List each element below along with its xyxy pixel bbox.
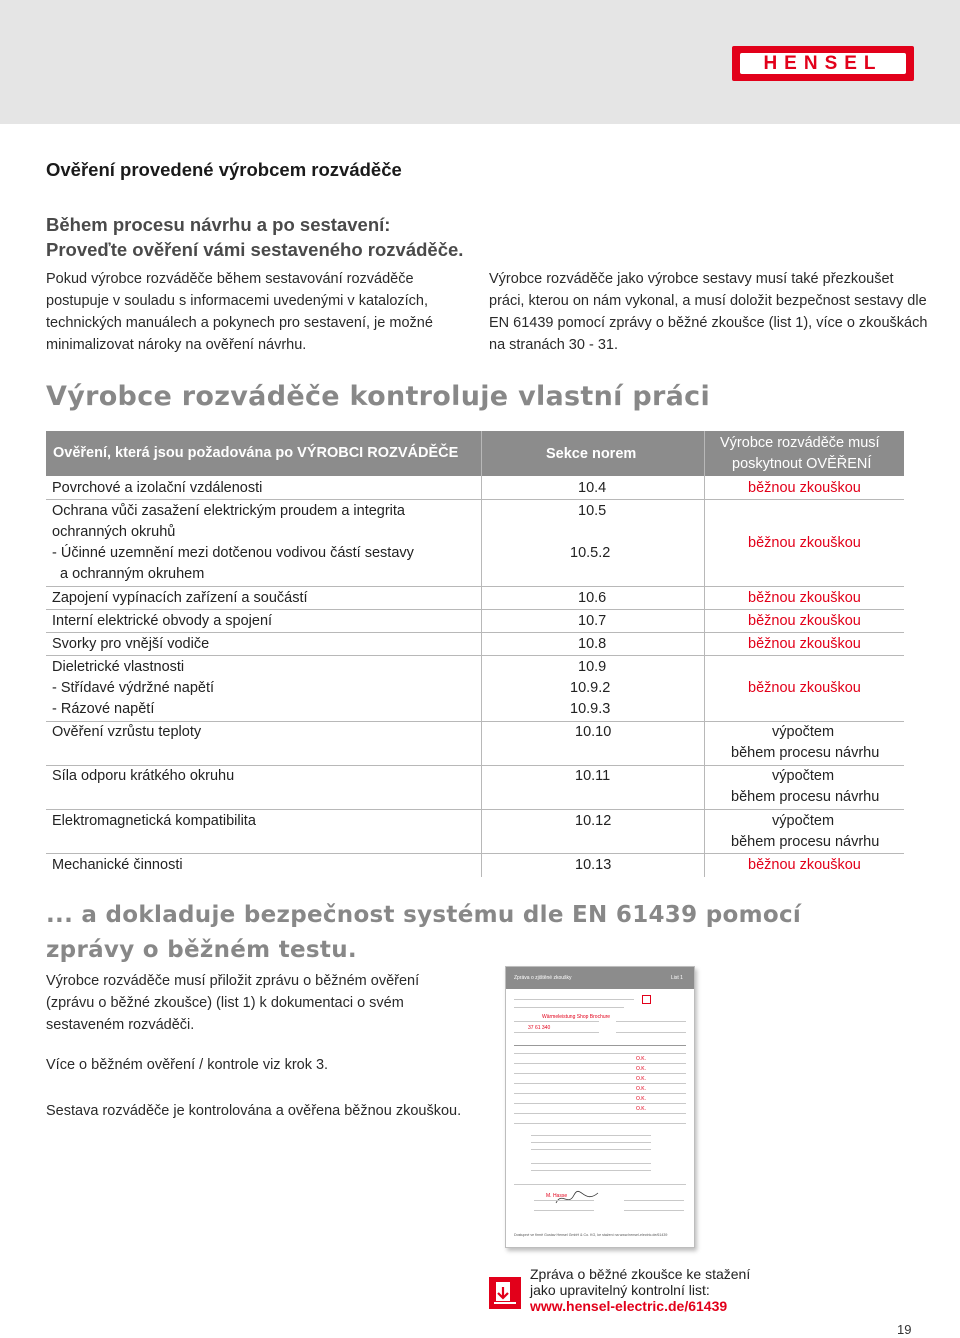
row-divider bbox=[46, 586, 904, 587]
row-label: Povrchové a izolační vzdálenosti bbox=[52, 480, 263, 496]
report-line bbox=[531, 1142, 651, 1143]
row-label: - Střídavé výdržné napětí bbox=[52, 680, 214, 696]
column-divider bbox=[704, 431, 705, 877]
intro-left-line: Pokud výrobce rozváděče během sestavování rozváděče bbox=[46, 271, 414, 287]
row-verify: výpočtem bbox=[772, 768, 835, 784]
row-label: Mechanické činnosti bbox=[52, 857, 183, 873]
report-line bbox=[514, 1184, 686, 1185]
report-line bbox=[531, 1170, 651, 1171]
header-col-section: Sekce norem bbox=[546, 446, 637, 462]
bottom-paragraph-summary: Sestava rozváděče je kontrolována a ověřena běžnou zkouškou. bbox=[46, 1103, 462, 1119]
row-section: 10.10 bbox=[575, 724, 612, 740]
row-verify: běžnou zkouškou bbox=[748, 480, 861, 496]
routine-test-report-thumbnail bbox=[505, 966, 695, 1248]
report-line bbox=[534, 1210, 594, 1211]
row-verify: běžnou zkouškou bbox=[748, 857, 861, 873]
report-footer: Dostupné ve firmě Gustav Hensel GmbH & Co. KG, ke stažení na www.hensel-electric.de/61439 bbox=[514, 1233, 668, 1237]
bottom-paragraph-line: (zprávu o běžné zkoušce) (list 1) k dokumentaci o svém bbox=[46, 995, 404, 1011]
header-col-provider-line2: poskytnout OVĚŘENÍ bbox=[732, 456, 872, 472]
row-divider bbox=[46, 632, 904, 633]
intro-left-line: technických manuálech a pokynech pro sestavení, je možné bbox=[46, 315, 433, 331]
row-label: Ověření vzrůstu teploty bbox=[52, 724, 202, 740]
download-text bbox=[530, 1266, 750, 1314]
report-ok: O.K. bbox=[636, 1066, 647, 1072]
intro-left-line: minimalizovat nároky na ověření návrhu. bbox=[46, 337, 307, 353]
row-section: 10.4 bbox=[578, 480, 607, 496]
report-line bbox=[616, 1032, 686, 1033]
header-col-provider-line1: Výrobce rozváděče musí bbox=[720, 435, 880, 451]
intro-right-line: práci, kterou on nám vykonal, a musí doložit bezpečnost sestavy dle bbox=[489, 293, 927, 309]
row-divider bbox=[46, 499, 904, 500]
intro-left-paragraph bbox=[46, 268, 433, 356]
download-arrow-icon bbox=[489, 1277, 521, 1309]
report-line bbox=[514, 1113, 686, 1114]
report-line bbox=[514, 1053, 686, 1054]
row-section: 10.9.3 bbox=[570, 701, 611, 717]
row-section: 10.12 bbox=[575, 813, 612, 829]
row-section: 10.6 bbox=[578, 590, 607, 606]
report-line bbox=[514, 1103, 686, 1104]
row-verify: běžnou zkouškou bbox=[748, 613, 861, 629]
report-line bbox=[514, 1045, 686, 1046]
section-title: Výrobce rozváděče kontroluje vlastní práci bbox=[46, 381, 711, 412]
row-divider bbox=[46, 765, 904, 766]
row-verify: během procesu návrhu bbox=[731, 834, 880, 850]
row-divider bbox=[46, 853, 904, 854]
intro-left-line: postupuje v souladu s informacemi uvedenými v katalozích, bbox=[46, 293, 429, 309]
row-label: Zapojení vypínacích zařízení a součástí bbox=[52, 590, 308, 606]
row-verify: výpočtem bbox=[772, 813, 835, 829]
row-label: Síla odporu krátkého okruhu bbox=[52, 768, 235, 784]
download-icon[interactable] bbox=[489, 1277, 521, 1309]
report-ok: O.K. bbox=[636, 1056, 647, 1062]
row-section: 10.5 bbox=[578, 503, 607, 519]
report-ok: O.K. bbox=[636, 1086, 647, 1092]
row-label: Elektromagnetická kompatibilita bbox=[52, 813, 256, 829]
page-number: 19 bbox=[897, 1322, 912, 1337]
report-line bbox=[531, 1149, 651, 1150]
report-checkbox bbox=[642, 995, 651, 1004]
report-line bbox=[514, 1032, 599, 1033]
bottom-paragraph-step: Více o běžném ověření / kontrole viz krok 3. bbox=[46, 1057, 329, 1073]
row-section: 10.9 bbox=[578, 659, 607, 675]
page-title: Ověření provedené výrobcem rozváděče bbox=[46, 159, 402, 180]
row-label: Interní elektrické obvody a spojení bbox=[52, 613, 273, 629]
row-verify: výpočtem bbox=[772, 724, 835, 740]
hensel-logo-text: HENSEL bbox=[740, 53, 906, 74]
report-ok: O.K. bbox=[636, 1076, 647, 1082]
row-label: ochranných okruhů bbox=[52, 524, 176, 540]
report-line bbox=[624, 1200, 684, 1201]
verification-table-header bbox=[46, 431, 904, 476]
row-label: Dieletrické vlastnosti bbox=[52, 659, 185, 675]
download-link[interactable]: www.hensel-electric.de/61439 bbox=[530, 1298, 728, 1314]
row-label: Ochrana vůči zasažení elektrickým proudem a integrita bbox=[52, 503, 405, 519]
intro-right-line: na stranách 30 - 31. bbox=[489, 337, 618, 353]
report-project-name: Wärmeleistung Shop Brochure bbox=[542, 1014, 611, 1020]
row-verify: běžnou zkouškou bbox=[748, 590, 861, 606]
report-line bbox=[531, 1163, 651, 1164]
hensel-logo[interactable] bbox=[732, 46, 914, 81]
row-label: - Rázové napětí bbox=[52, 701, 155, 717]
row-section: 10.7 bbox=[578, 613, 607, 629]
intro-right-line: EN 61439 pomocí zprávy o běžné zkoušce (list 1), více o zkouškách bbox=[489, 315, 928, 331]
row-divider bbox=[46, 609, 904, 610]
row-divider bbox=[46, 721, 904, 722]
row-section: 10.5.2 bbox=[570, 545, 611, 561]
header-band bbox=[0, 0, 960, 124]
report-title: Zpráva o zjištěné zkoušky bbox=[514, 975, 572, 981]
intro-right-line: Výrobce rozváděče jako výrobce sestavy musí také přezkoušet bbox=[489, 271, 894, 287]
report-line bbox=[514, 1083, 686, 1084]
row-divider bbox=[46, 809, 904, 810]
row-label: a ochranným okruhem bbox=[52, 566, 205, 582]
page-subtitle-line1: Během procesu návrhu a po sestavení: bbox=[46, 214, 391, 235]
report-ok: O.K. bbox=[636, 1096, 647, 1102]
report-sheet-label: List 1 bbox=[671, 975, 683, 981]
row-section: 10.13 bbox=[575, 857, 612, 873]
report-line bbox=[531, 1135, 651, 1136]
row-section: 10.11 bbox=[575, 768, 611, 784]
row-section: 10.8 bbox=[578, 636, 607, 652]
report-line bbox=[514, 1073, 686, 1074]
bottom-paragraph-line: Výrobce rozváděče musí přiložit zprávu o běžném ověření bbox=[46, 973, 420, 989]
row-label: Svorky pro vnější vodiče bbox=[52, 636, 210, 652]
intro-right-paragraph bbox=[489, 268, 927, 356]
report-line bbox=[514, 1021, 599, 1022]
row-verify: běžnou zkouškou bbox=[748, 636, 861, 652]
report-line bbox=[616, 1021, 686, 1022]
report-signature-name: M. Hasse bbox=[546, 1193, 568, 1199]
report-line bbox=[624, 1210, 684, 1211]
page-subtitle-line2: Proveďte ověření vámi sestaveného rozváděče. bbox=[46, 239, 464, 260]
column-divider bbox=[481, 431, 482, 877]
second-title-line2: zprávy o běžném testu. bbox=[46, 937, 357, 963]
report-order-number: 37 61 340 bbox=[528, 1025, 551, 1031]
report-line bbox=[514, 1123, 686, 1124]
report-ok: O.K. bbox=[636, 1106, 647, 1112]
download-line2: jako upravitelný kontrolní list: bbox=[530, 1282, 710, 1298]
bottom-paragraph-line: sestaveném rozváděči. bbox=[46, 1017, 195, 1033]
row-verify: běžnou zkouškou bbox=[748, 680, 861, 696]
report-line bbox=[514, 1093, 686, 1094]
second-section-title bbox=[46, 898, 801, 968]
row-label: - Účinné uzemnění mezi dotčenou vodivou částí sestavy bbox=[52, 545, 414, 561]
page-subtitle bbox=[46, 212, 463, 262]
row-verify: běžnou zkouškou bbox=[748, 535, 861, 551]
download-line1: Zpráva o běžné zkoušce ke stažení bbox=[530, 1266, 751, 1282]
row-verify: během procesu návrhu bbox=[731, 789, 880, 805]
report-line bbox=[514, 999, 634, 1000]
row-verify: během procesu návrhu bbox=[731, 745, 880, 761]
row-section: 10.9.2 bbox=[570, 680, 611, 696]
header-col-verification: Ověření, která jsou požadována po VÝROBCI ROZVÁDĚČE bbox=[53, 445, 459, 461]
row-divider bbox=[46, 655, 904, 656]
second-title-line1: ... a dokladuje bezpečnost systému dle EN 61439 pomocí bbox=[46, 902, 802, 928]
signature-scribble bbox=[554, 1189, 600, 1209]
bottom-paragraph bbox=[46, 970, 419, 1036]
report-line bbox=[514, 1007, 624, 1008]
report-line bbox=[534, 1200, 594, 1201]
report-line bbox=[514, 1063, 686, 1064]
